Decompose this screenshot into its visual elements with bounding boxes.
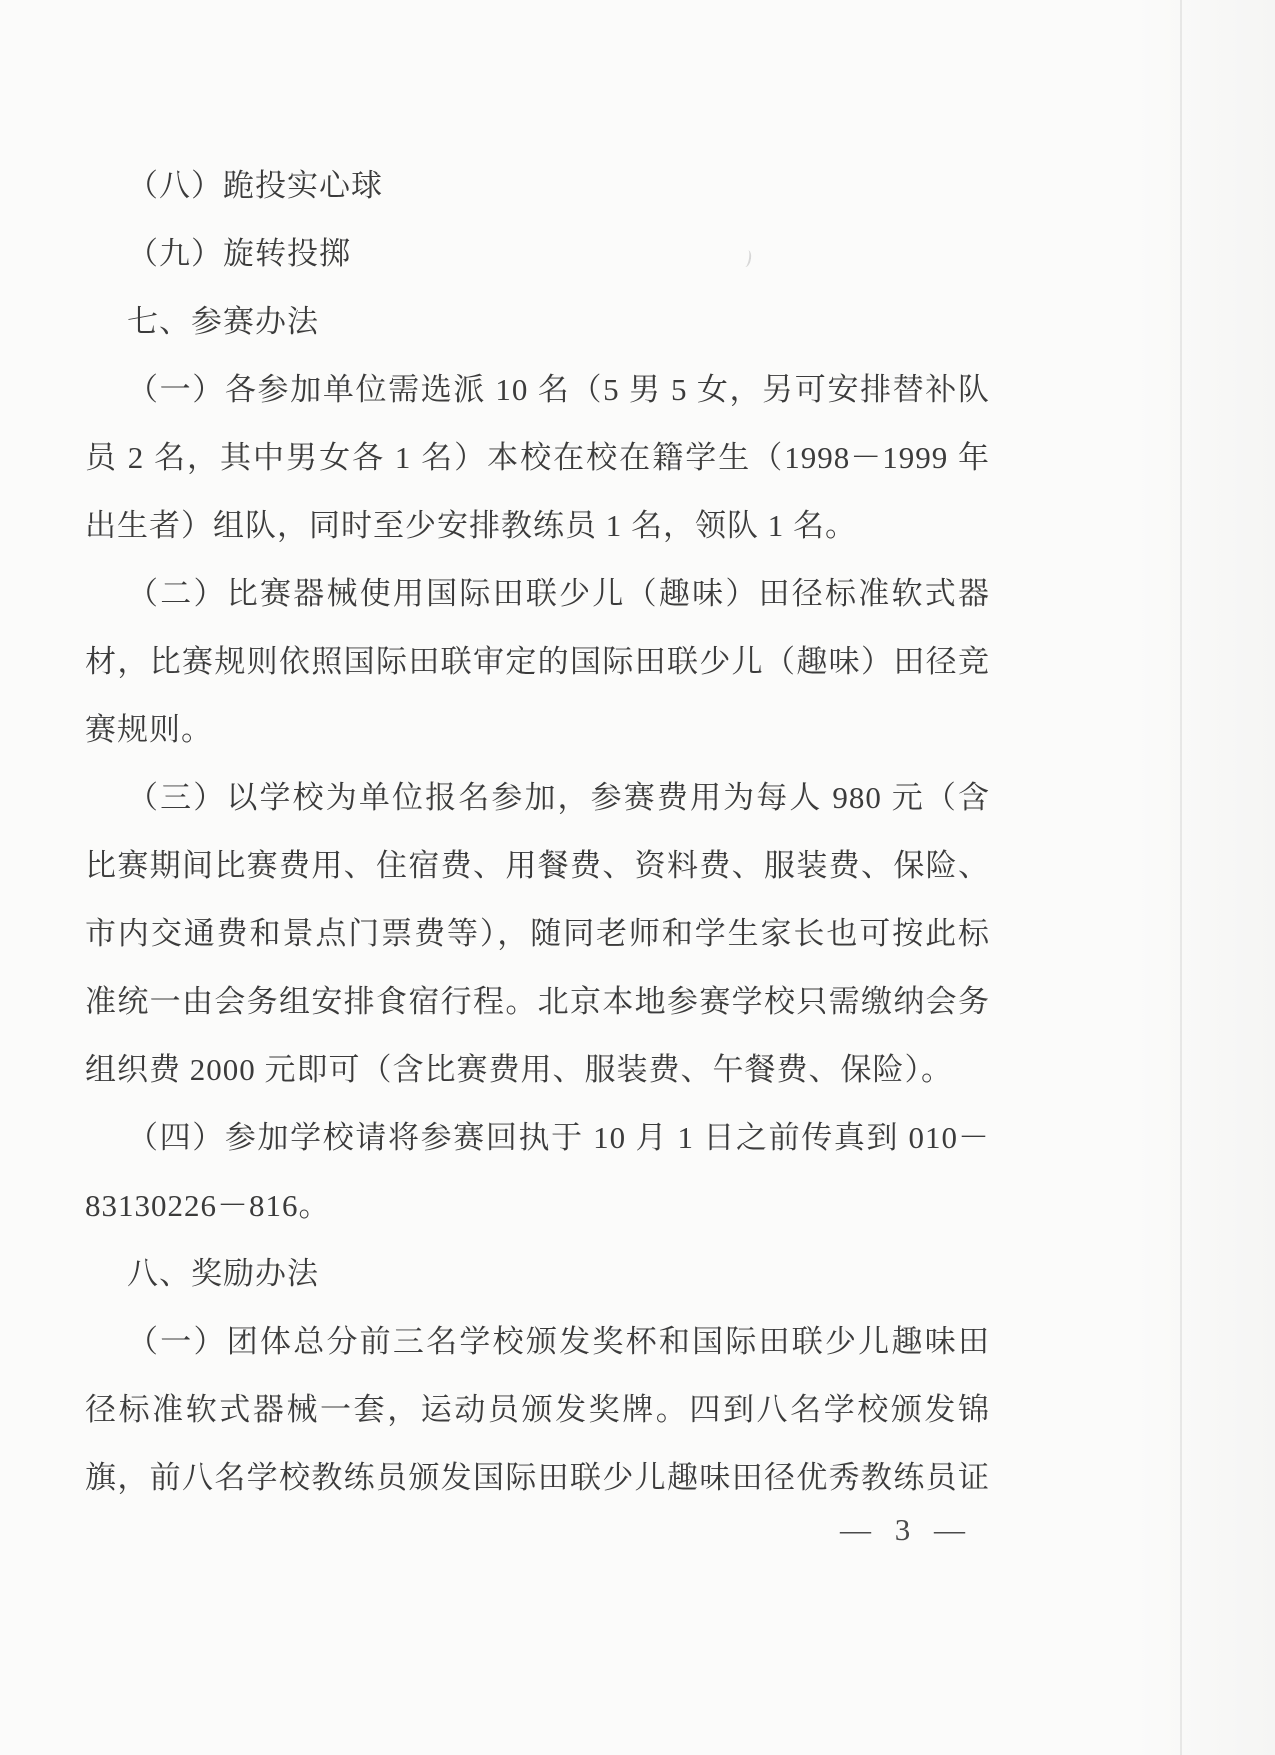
page-number: — 3 —: [840, 1512, 965, 1547]
body-line: 比赛期间比赛费用、住宿费、用餐费、资料费、服装费、保险、: [85, 848, 990, 883]
body-line: 员 2 名，其中男女各 1 名）本校在校在籍学生（1998－1999 年: [85, 440, 990, 475]
body-line: 出生者）组队，同时至少安排教练员 1 名，领队 1 名。: [85, 508, 857, 543]
body-line: 赛规则。: [85, 712, 213, 747]
section-heading-8: 八、奖励办法: [127, 1256, 319, 1291]
body-line: （一）团体总分前三名学校颁发奖杯和国际田联少儿趣味田: [127, 1324, 990, 1359]
body-line-fax-number: 83130226－816。: [85, 1188, 331, 1223]
list-item-9: （九）旋转投掷: [127, 236, 351, 271]
body-line: （二）比赛器械使用国际田联少儿（趣味）田径标准软式器: [127, 576, 990, 611]
body-line: （三）以学校为单位报名参加，参赛费用为每人 980 元（含: [127, 780, 990, 815]
scan-shading: [1135, 0, 1275, 1755]
body-line: 组织费 2000 元即可（含比赛费用、服装费、午餐费、保险）。: [85, 1052, 953, 1087]
body-line: 径标准软式器械一套，运动员颁发奖牌。四到八名学校颁发锦: [85, 1392, 990, 1427]
list-item-8: （八）跪投实心球: [127, 168, 383, 203]
body-line: 旗，前八名学校教练员颁发国际田联少儿趣味田径优秀教练员证: [85, 1460, 990, 1495]
body-line: （四）参加学校请将参赛回执于 10 月 1 日之前传真到 010－: [127, 1120, 990, 1155]
body-line: 准统一由会务组安排食宿行程。北京本地参赛学校只需缴纳会务: [85, 984, 990, 1019]
body-line: 材，比赛规则依照国际田联审定的国际田联少儿（趣味）田径竞: [85, 644, 990, 679]
body-line: （一）各参加单位需选派 10 名（5 男 5 女，另可安排替补队: [127, 372, 990, 407]
body-line: 市内交通费和景点门票费等），随同老师和学生家长也可按此标: [85, 916, 990, 951]
section-heading-7: 七、参赛办法: [127, 304, 319, 339]
document-body: [85, 152, 990, 1512]
